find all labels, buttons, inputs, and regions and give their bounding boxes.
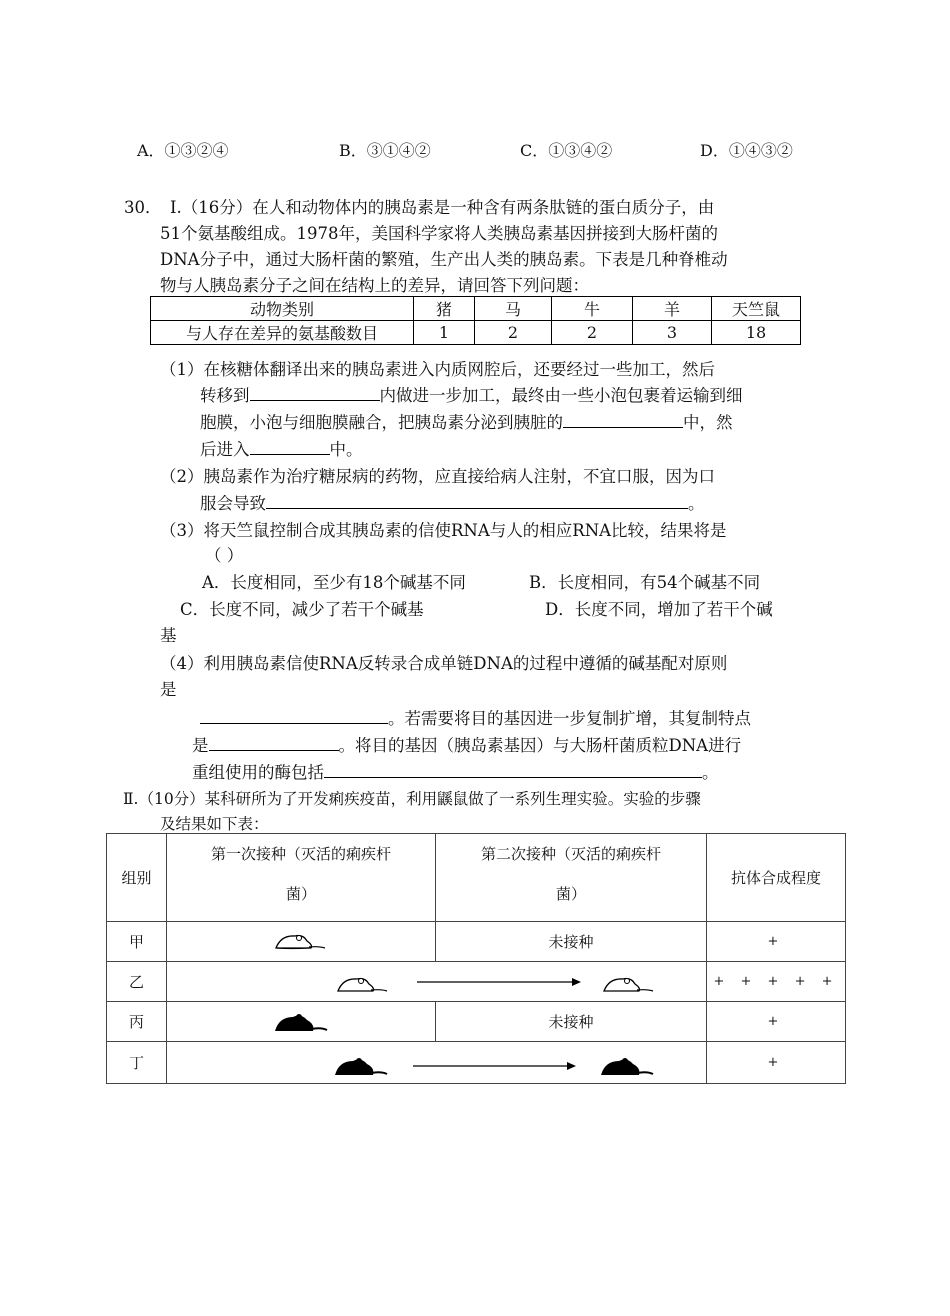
sub1-line3 — [200, 409, 733, 433]
inoculation-span-cell — [167, 962, 707, 1002]
sub3-bracket[interactable]: （ ） — [205, 546, 244, 565]
sub1-text: 内做进一步加工，最终由一些小泡包裹着运输到细 — [379, 386, 743, 405]
sub4-line4 — [192, 732, 741, 756]
answer-blank[interactable] — [266, 492, 688, 509]
header-antibody: 抗体合成程度 — [707, 834, 846, 922]
sub1-line2 — [200, 382, 743, 406]
table-row — [107, 962, 846, 1002]
answer-blank[interactable] — [250, 438, 330, 455]
second-inoculation-cell: 未接种 — [436, 922, 707, 962]
first-inoculation-cell — [167, 1002, 436, 1042]
q30-part2-line2: 及结果如下表： — [160, 815, 269, 833]
q30-number: 30． — [124, 198, 162, 217]
header-second-inoculation — [436, 834, 707, 922]
sub2-line2 — [200, 490, 705, 514]
q30-part1-line: 51个氨基酸组成。1978年，美国科学家将人类胰岛素基因拼接到大肠杆菌的 — [160, 224, 718, 243]
group-label: 丁 — [107, 1042, 167, 1084]
antibody-level: + — [707, 1042, 846, 1084]
answer-blank[interactable] — [200, 707, 388, 724]
answer-blank[interactable] — [563, 411, 683, 428]
antibody-level: + + + + + — [707, 962, 846, 1002]
sub4-text: 。 — [702, 763, 719, 782]
table-cell: 18 — [712, 321, 801, 345]
sub4-text: 。将目的基因（胰岛素基因）与大肠杆菌质粒DNA进行 — [338, 736, 742, 755]
black-mouse-icon — [273, 1011, 329, 1033]
table-cell: 2 — [552, 321, 633, 345]
sub3-option-b: B．长度相同，有54个碱基不同 — [529, 573, 761, 592]
group-label: 甲 — [107, 922, 167, 962]
table-row — [107, 1042, 846, 1084]
sub2-text: 。 — [688, 494, 705, 513]
answer-blank[interactable] — [250, 384, 380, 401]
sub1-text: 胞膜，小泡与细胞膜融合，把胰岛素分泌到胰脏的 — [200, 413, 563, 432]
table-cell: 1 — [414, 321, 475, 345]
group-label: 丙 — [107, 1002, 167, 1042]
sub1-line4 — [200, 436, 363, 460]
sub1-text: 中。 — [329, 440, 363, 459]
inoculation-arrow-diagram — [167, 1043, 705, 1083]
white-mouse-icon — [273, 932, 329, 952]
antibody-level: + — [707, 922, 846, 962]
antibody-level: + — [707, 1002, 846, 1042]
table-header-cell: 羊 — [633, 297, 712, 321]
arrow-head-icon — [567, 1062, 576, 1070]
second-inoculation-cell: 未接种 — [436, 1002, 707, 1042]
sub1-text: 后进入 — [200, 440, 250, 459]
option-c-prev: C．①③④② — [520, 141, 613, 160]
table-cell: 2 — [475, 321, 552, 345]
header-first-inoculation — [167, 834, 436, 922]
first-inoculation-cell — [167, 922, 436, 962]
table-header-cell: 牛 — [552, 297, 633, 321]
table-cell: 3 — [633, 321, 712, 345]
header-text: 第二次接种（灭活的痢疾杆 — [480, 845, 661, 863]
vaccine-experiment-table — [106, 833, 846, 1084]
table-header-cell: 猪 — [414, 297, 475, 321]
answer-blank[interactable] — [209, 734, 339, 751]
q30-part2-head: Ⅱ.（10分）某科研所为了开发痢疾疫苗，利用鼷鼠做了一系列生理实验。实验的步骤 — [123, 790, 701, 808]
sub4-text: 是 — [192, 736, 209, 755]
sub4-line3 — [200, 705, 751, 729]
table-header-cell: 马 — [475, 297, 552, 321]
arrow-head-icon — [572, 978, 581, 986]
sub3-option-d-cont: 基 — [160, 626, 177, 645]
option-b-prev: B．③①④② — [339, 141, 431, 160]
answer-blank[interactable] — [324, 761, 702, 778]
sub1-line1: （1）在核糖体翻译出来的胰岛素进入内质网腔后，还要经过一些加工，然后 — [160, 360, 715, 379]
sub4-line1: （4）利用胰岛素信使RNA反转录合成单链DNA的过程中遵循的碱基配对原则 — [160, 654, 728, 673]
sub2-text: 服会导致 — [200, 494, 266, 513]
q30-part1-head: Ⅰ.（16分）在人和动物体内的胰岛素是一种含有两条肽链的蛋白质分子，由 — [170, 198, 715, 217]
header-text: 菌） — [555, 885, 586, 903]
sub4-text: 重组使用的酶包括 — [192, 763, 324, 782]
table-row — [107, 1002, 846, 1042]
sub3-line1: （3）将天竺鼠控制合成其胰岛素的信使RNA与人的相应RNA比较，结果将是 — [160, 521, 727, 540]
sub3-option-a: A．长度相同，至少有18个碱基不同 — [202, 573, 466, 592]
sub1-text: 中，然 — [683, 413, 733, 432]
sub2-line1: （2）胰岛素作为治疗糖尿病的药物，应直接给病人注射，不宜口服，因为口 — [160, 467, 715, 486]
table-header-cell: 天竺鼠 — [712, 297, 801, 321]
sub4-text: 。若需要将目的基因进一步复制扩增，其复制特点 — [388, 709, 751, 728]
inoculation-arrow-diagram — [167, 963, 705, 1001]
group-label: 乙 — [107, 962, 167, 1002]
header-text: 菌） — [285, 885, 316, 903]
q30-part1-line: DNA分子中，通过大肠杆菌的繁殖，生产出人类的胰岛素。下表是几种脊椎动 — [160, 250, 728, 269]
option-a-prev: A．①③②④ — [137, 141, 229, 160]
table-cell: 与人存在差异的氨基酸数目 — [151, 321, 414, 345]
sub3-option-c: C．长度不同，减少了若干个碱基 — [180, 600, 424, 619]
option-d-prev: D．①④③② — [700, 141, 793, 160]
table-row — [107, 922, 846, 962]
sub1-text: 转移到 — [200, 386, 250, 405]
header-text: 第一次接种（灭活的痢疾杆 — [210, 845, 391, 863]
sub3-option-d: D．长度不同，增加了若干个碱 — [545, 600, 773, 619]
sub4-line2: 是 — [160, 680, 177, 699]
sub4-line5 — [192, 759, 719, 783]
insulin-difference-table — [150, 296, 801, 345]
inoculation-span-cell — [167, 1042, 707, 1084]
table-header-cell: 动物类别 — [151, 297, 414, 321]
header-group: 组别 — [107, 834, 167, 922]
q30-part1-line: 物与人胰岛素分子之间在结构上的差异，请回答下列问题： — [160, 276, 589, 295]
